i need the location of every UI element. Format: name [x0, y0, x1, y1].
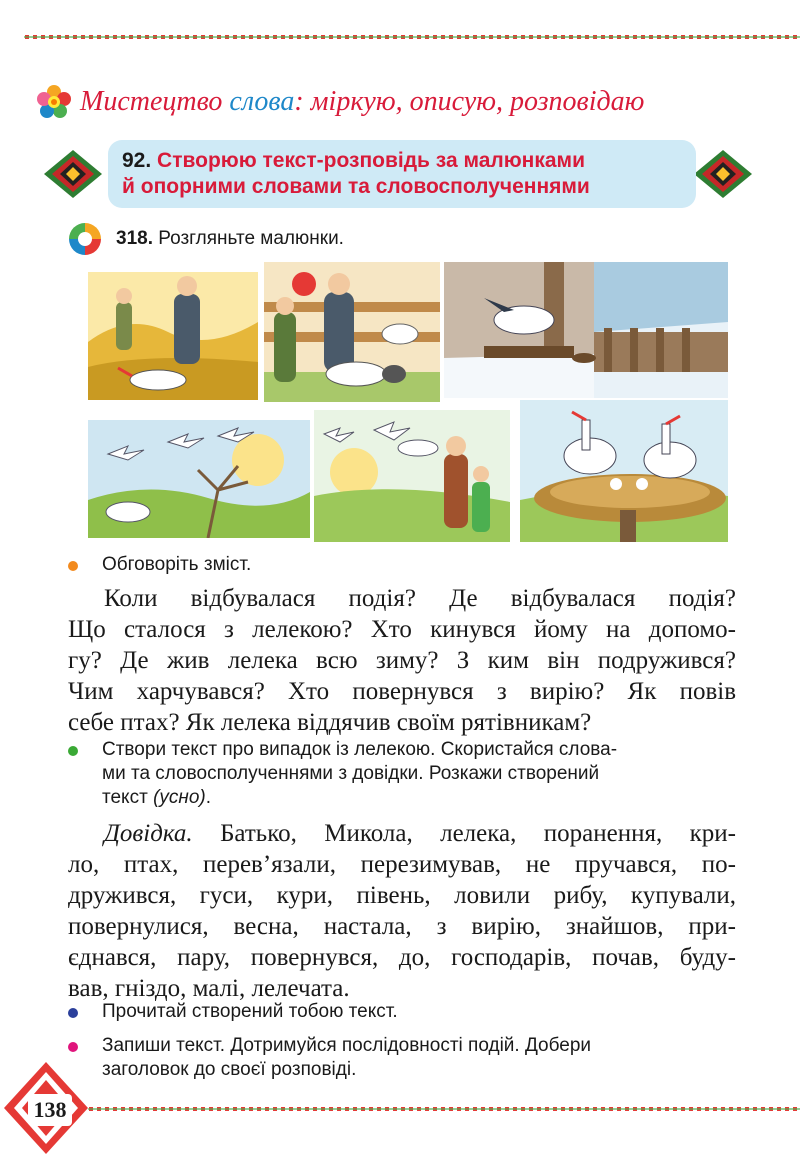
- questions-line: гу? Де жив лелека всю зиму? З ким він подружився?: [68, 647, 736, 674]
- bullet-dot-green: [68, 746, 78, 756]
- illustration-wounded-stork: [88, 272, 258, 400]
- bullet-write: [68, 1034, 738, 1084]
- questions-line: себе птах? Як лелека віддячив своїм рятівникам?: [68, 709, 592, 736]
- questions-line: Що сталося з лелекою? Хто кинувся йому на допомо-: [68, 616, 736, 643]
- heading-part-3: : міркую, описую, розповідаю: [294, 86, 645, 117]
- bullet-create-line-end: .: [205, 787, 212, 808]
- task-text: Розгляньте малюнки.: [158, 228, 344, 249]
- reference-line: дружився, гуси, кури, півень, ловили рибу, купували,: [68, 882, 736, 909]
- bullet-create-text-body: [102, 738, 617, 810]
- questions-paragraph: [68, 583, 736, 738]
- top-ornament-border: [24, 34, 800, 40]
- reference-line: ло, птах, перев’язали, перезимував, не пручався, по-: [68, 851, 736, 878]
- color-wheel-icon: [68, 222, 102, 256]
- illustrations-group: [88, 258, 728, 548]
- oral-note: (усно): [153, 787, 206, 808]
- bullet-create-line: ми та словосполученнями з довідки. Розкажи створений: [102, 763, 600, 784]
- bullet-write-line: Запиши текст. Дотримуйся послідовності подій. Добери: [102, 1035, 592, 1056]
- task-318: [116, 228, 344, 250]
- embroidery-ornament-right: [692, 148, 754, 200]
- bullet-discuss-text: Обговоріть зміст.: [102, 554, 252, 575]
- bullet-create-line: Створи текст про випадок із лелекою. Скористайся слова-: [102, 739, 618, 760]
- page-number: 138: [28, 1094, 72, 1126]
- reference-paragraph: [68, 818, 736, 1004]
- illustration-stork-winter: [444, 262, 728, 398]
- bullet-create-line: [102, 786, 617, 810]
- bullet-read-text: Прочитай створений тобою текст.: [102, 1001, 398, 1022]
- reference-line: вав, гніздо, малі, лелечата.: [68, 975, 350, 1002]
- bottom-ornament-border: [88, 1106, 800, 1112]
- illustration-bandaging-stork: [264, 262, 440, 402]
- task-number: 318.: [116, 228, 153, 249]
- bullet-create-line-start: текст: [102, 787, 154, 808]
- heading-part-1: Мистецтво: [80, 86, 230, 117]
- lesson-number: 92.: [122, 149, 152, 172]
- reference-line: єднався, пару, повернувся, до, господарів, почав, буду-: [68, 944, 736, 971]
- embroidery-ornament-left: [42, 148, 104, 200]
- reference-words: Батько, Микола, лелека, поранення, кри-: [192, 820, 736, 847]
- page-number-ornament: [2, 1060, 90, 1156]
- reference-label: Довідка.: [104, 820, 193, 847]
- bullet-discuss: [68, 553, 728, 577]
- illustration-family-waving: [314, 410, 510, 542]
- bullet-dot-orange: [68, 561, 78, 571]
- lesson-title-box: [108, 140, 696, 208]
- illustration-birds-flying-autumn: [88, 420, 310, 538]
- lesson-title-line-2: й опорними словами та словосполученнями: [122, 175, 590, 198]
- bullet-dot-pink: [68, 1042, 78, 1052]
- section-heading: [36, 82, 644, 122]
- lesson-title-line-1: [122, 148, 682, 174]
- bullet-write-body: [102, 1034, 591, 1082]
- bullet-read: [68, 1000, 728, 1024]
- bullet-write-line: заголовок до своєї розповіді.: [102, 1059, 357, 1080]
- bullet-dot-blue: [68, 1008, 78, 1018]
- bullet-create-text: [68, 738, 738, 818]
- questions-line: Коли відбувалася подія? Де відбувалася подія?: [104, 585, 736, 612]
- illustration-storks-nest: [520, 400, 728, 542]
- section-heading-text: [80, 86, 644, 118]
- questions-line: Чим харчувався? Хто повернувся з вирію? Як повів: [68, 678, 736, 705]
- flower-icon: [36, 84, 72, 120]
- lesson-title-text-1: Створюю текст-розповідь за малюнками: [157, 149, 585, 172]
- heading-part-2: слова: [229, 86, 295, 117]
- reference-line: повернулися, весна, настала, з вирію, знайшов, при-: [68, 913, 736, 940]
- reference-line: [68, 818, 736, 849]
